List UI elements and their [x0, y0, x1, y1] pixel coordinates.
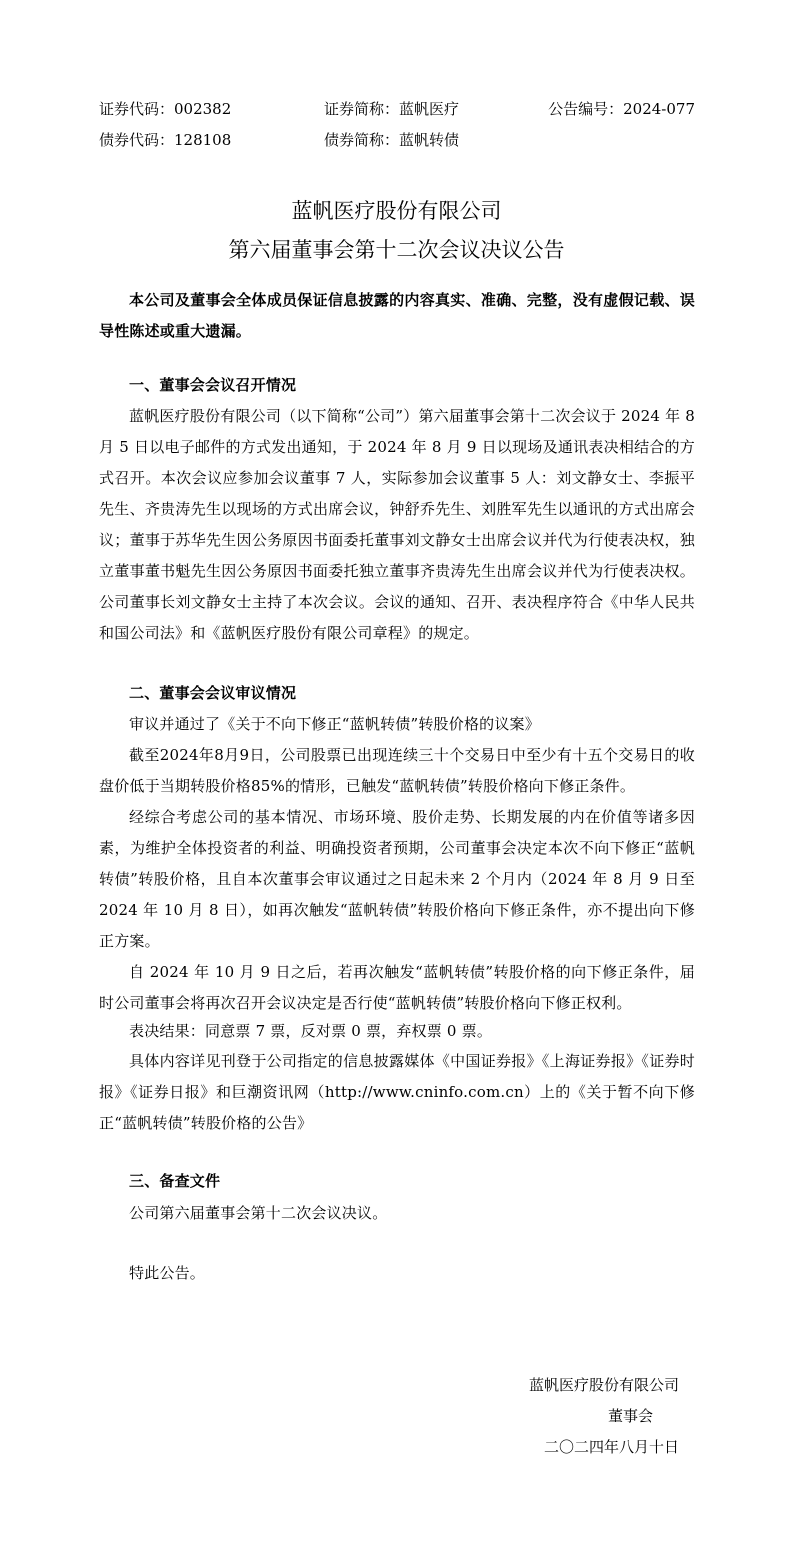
header-row-1: [99, 97, 695, 121]
declaration: 本公司及董事会全体成员保证信息披露的内容真实、准确、完整，没有虚假记载、误导性陈述或重大遗漏。: [99, 291, 695, 340]
section2-resolution-title: 审议并通过了《关于不向下修正“蓝帆转债”转股价格的议案》: [129, 715, 540, 733]
header-row-2: [99, 128, 695, 152]
bond-abbr: 债券简称：蓝帆转债: [324, 131, 460, 149]
section2-heading: 二、董事会会议审议情况: [129, 684, 297, 702]
section2-paragraph-reference: 具体内容详见刊登于公司指定的信息披露媒体《中国证券报》《上海证券报》《证券时报》《证券日报》和巨潮资讯网（http://www.cninfo.com.cn）上的《关于暂不向下修正“蓝帆转债”转股价格的公告》: [99, 1052, 695, 1132]
signature-date: 二〇二四年八月十日: [543, 1438, 679, 1456]
signature-board: 董事会: [607, 1407, 653, 1425]
vote-result: 表决结果：同意票 7 票，反对票 0 票，弃权票 0 票。: [129, 1022, 493, 1040]
announcement-title: 第六届董事会第十二次会议决议公告: [228, 238, 565, 262]
company-title: 蓝帆医疗股份有限公司: [291, 199, 502, 223]
signature-company: 蓝帆医疗股份有限公司: [528, 1376, 679, 1394]
closing-statement: 特此公告。: [129, 1264, 206, 1282]
section2-paragraph-trigger: 截至2024年8月9日，公司股票已出现连续三十个交易日中至少有十五个交易日的收盘价低于当期转股价格85%的情形，已触发“蓝帆转债”转股价格向下修正条件。: [99, 746, 695, 795]
section3-paragraph: 公司第六届董事会第十二次会议决议。: [129, 1204, 388, 1222]
section2-paragraph-decision: 经综合考虑公司的基本情况、市场环境、股价走势、长期发展的内在价值等诸多因素，为维护全体投资者的利益、明确投资者预期，公司董事会决定本次不向下修正“蓝帆转债”转股价格，且自本次董事会审议通过之日起未来 2 个月内（2024 年 8 月 9 日至 2024 年 10 月 8 日），如再次触发“蓝帆转债”转股价格向下修正条件，亦不提出向下修正方案。: [99, 808, 695, 950]
section3-heading: 三、备查文件: [129, 1172, 221, 1190]
section1-paragraph: 蓝帆医疗股份有限公司（以下简称“公司”）第六届董事会第十二次会议于 2024 年 8 月 5 日以电子邮件的方式发出通知，于 2024 年 8 月 9 日以现场及通讯表决相结合的方式召开。本次会议应参加会议董事 7 人，实际参加会议董事 5 人：刘文静女士、李振平先生、齐贵涛先生以现场的方式出席会议，钟舒乔先生、刘胜军先生以通讯的方式出席会议；董事于苏华先生因公务原因书面委托董事刘文静女士出席会议并代为行使表决权，独立董事董书魁先生因公务原因书面委托独立董事齐贵涛先生出席会议并代为行使表决权。公司董事长刘文静女士主持了本次会议。会议的通知、召开、表决程序符合《中华人民共和国公司法》和《蓝帆医疗股份有限公司章程》的规定。: [99, 407, 695, 642]
section1-heading: 一、董事会会议召开情况: [129, 376, 297, 394]
announcement-number: 公告编号：2024-077: [548, 100, 695, 118]
bond-code: 债券代码：128108: [99, 131, 232, 149]
stock-abbr: 证券简称：蓝帆医疗: [324, 100, 460, 118]
section2-paragraph-future: 自 2024 年 10 月 9 日之后，若再次触发“蓝帆转债”转股价格的向下修正条件，届时公司董事会将再次召开会议决定是否行使“蓝帆转债”转股价格向下修正权利。: [99, 963, 695, 1012]
stock-code: 证券代码：002382: [99, 100, 232, 118]
